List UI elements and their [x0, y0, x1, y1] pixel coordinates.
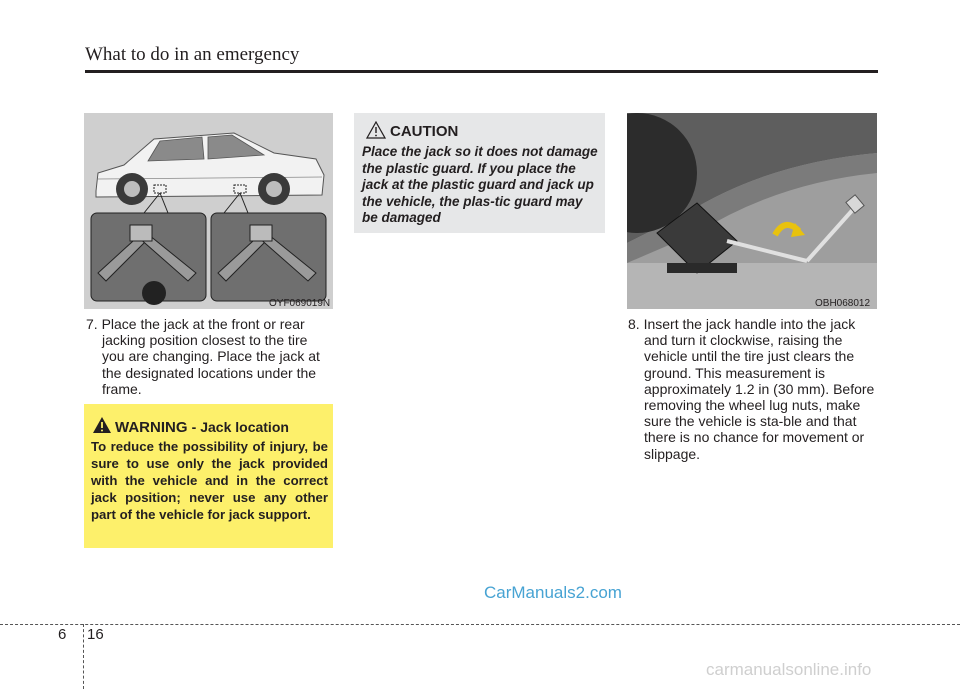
- warning-title: [115, 419, 289, 436]
- car-jack-illustration: [84, 113, 333, 309]
- step-7-paragraph: 7. Place the jack at the front or rear jacking position closest to the tire you are changing. Place the jack at the designated locations under the frame.: [86, 316, 320, 397]
- caution-body: Place the jack so it does not damage the plastic guard. If you place the jack at the plastic guard and jack up the vehicle, the plas-tic guard may be damaged: [362, 144, 598, 225]
- figure-code-right: OBH068012: [815, 298, 871, 309]
- warning-subtitle: - Jack location: [191, 419, 289, 435]
- footer-site-watermark: carmanualsonline.info: [706, 660, 872, 679]
- chapter-number: 6: [58, 626, 67, 643]
- warning-box: [84, 404, 333, 548]
- jack-handle-figure: [627, 113, 877, 309]
- warning-title-label: WARNING: [115, 419, 188, 436]
- caution-title: CAUTION: [390, 123, 459, 140]
- warning-triangle-icon: [92, 416, 112, 434]
- jack-location-figure: [84, 113, 333, 309]
- step-7-text: [86, 316, 333, 397]
- header-rule: [85, 70, 878, 73]
- warning-body: To reduce the possibility of injury, be sure to use only the jack provided with the vehicle and in the correct jack position; never use any other part of the vehicle for jack support.: [91, 439, 328, 522]
- jack-handle-illustration: [627, 113, 877, 309]
- footer-vertical-rule: [83, 624, 84, 689]
- footer-rule: [0, 624, 960, 625]
- figure-code-left: OYF069019N: [269, 298, 331, 309]
- watermark-link[interactable]: CarManuals2.com: [484, 583, 622, 602]
- page-header-title: What to do in an emergency: [85, 44, 300, 65]
- step-8-paragraph: 8. Insert the jack handle into the jack and turn it clockwise, raising the vehicle until the tire just clears the ground. This measurement is approximately 1.2 in (30 mm). Before removing the wheel lug nuts, make sure the vehicle is sta-ble and that there is no chance for movement or slippage.: [628, 316, 875, 462]
- caution-box: [354, 113, 605, 233]
- step-8-text: [628, 316, 878, 462]
- page-number: 16: [87, 626, 104, 643]
- caution-triangle-icon: [366, 121, 386, 139]
